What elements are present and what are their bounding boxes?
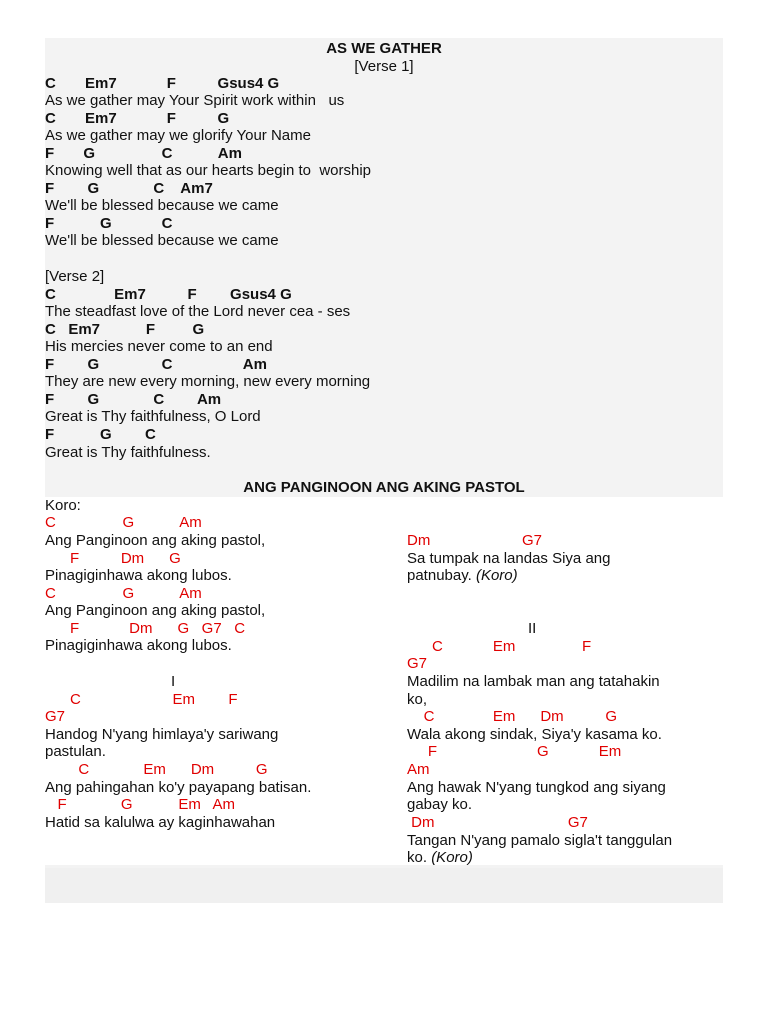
chord-line: F G C Am (45, 356, 267, 373)
chord-line: F Dm G (45, 550, 181, 567)
lyric-line: Madilim na lambak man ang tatahakin (407, 673, 660, 690)
lyric-line: Great is Thy faithfulness. (45, 444, 211, 461)
verse-i-label: I (171, 673, 176, 690)
lyric-line: We'll be blessed because we came (45, 232, 279, 249)
lyric-line: Ang hawak N'yang tungkod ang siyang (407, 779, 666, 796)
chord-line: F G C (45, 215, 173, 232)
chord-line: C Em7 F Gsus4 G (45, 75, 280, 92)
lyric-text: ko. (407, 849, 428, 866)
lyric-line: The steadfast love of the Lord never cea - ses (45, 303, 351, 320)
lyric-line: Hatid sa kalulwa ay kaginhawahan (45, 814, 276, 831)
lyric-line: Ang Panginoon ang aking pastol, (45, 532, 266, 549)
chord-line: C Em7 F Gsus4 G (45, 286, 292, 303)
verse-ii-label: II (528, 620, 537, 637)
chord-line: F G C (45, 426, 156, 443)
lyric-line: Wala akong sindak, Siya'y kasama ko. (407, 726, 662, 743)
lyric-line: Sa tumpak na landas Siya ang (407, 550, 611, 567)
footer-band (45, 868, 723, 903)
chord-line: Dm G7 (407, 814, 588, 831)
song1-title: AS WE GATHER (326, 40, 442, 57)
chord-line: Am (407, 761, 430, 778)
chord-line: F G Em (407, 743, 622, 760)
chord-line: C Em Dm G (45, 761, 268, 778)
lyric-line: His mercies never come to an end (45, 338, 273, 355)
chord-line: F G C Am (45, 391, 222, 408)
koro-label: Koro: (45, 497, 81, 514)
chord-line: C Em7 F G (45, 110, 230, 127)
chord-line: F G Em Am (45, 796, 236, 813)
chord-line: Dm G7 (407, 532, 543, 549)
lyric-line: We'll be blessed because we came (45, 197, 279, 214)
lyric-line: They are new every morning, new every morning (45, 373, 371, 390)
lyric-line: Ang pahingahan ko'y payapang batisan. (45, 779, 312, 796)
song2-title: ANG PANGINOON ANG AKING PASTOL (243, 479, 525, 496)
chord-line: C Em F (407, 638, 592, 655)
lyric-line: ko, (407, 691, 428, 708)
lyric-text: patnubay. (407, 567, 472, 584)
lyric-line (407, 567, 518, 584)
chord-line: C Em7 F G (45, 321, 205, 338)
lyric-line: Tangan N'yang pamalo sigla't tanggulan (407, 832, 673, 849)
lyric-line: Handog N'yang himlaya'y sariwang (45, 726, 279, 743)
chord-line: C Em Dm G (407, 708, 618, 725)
koro-tag: (Koro) (475, 567, 518, 584)
chord-line: F G C Am (45, 145, 242, 162)
lyric-line (407, 849, 473, 866)
chord-line: C G Am (45, 514, 202, 531)
chord-line: F Dm G G7 C (45, 620, 246, 637)
lyric-line: Knowing well that as our hearts begin to worship (45, 162, 372, 179)
chord-line: G7 (45, 708, 66, 725)
lyric-line: Pinagiginhawa akong lubos. (45, 567, 232, 584)
chord-line: C Em F (45, 691, 238, 708)
chord-line: C G Am (45, 585, 202, 602)
verse2-label: [Verse 2] (45, 268, 105, 285)
lyric-line: pastulan. (45, 743, 106, 760)
lyric-line: Ang Panginoon ang aking pastol, (45, 602, 266, 619)
lyric-line: As we gather may Your Spirit work within us (45, 92, 345, 109)
lyric-line: As we gather may we glorify Your Name (45, 127, 311, 144)
koro-tag: (Koro) (431, 849, 473, 866)
lyric-line: Great is Thy faithfulness, O Lord (45, 408, 261, 425)
chord-line: G7 (407, 655, 428, 672)
verse1-label: [Verse 1] (354, 58, 414, 75)
lyric-line: gabay ko. (407, 796, 473, 813)
chord-line: F G C Am7 (45, 180, 213, 197)
lyric-line: Pinagiginhawa akong lubos. (45, 637, 232, 654)
